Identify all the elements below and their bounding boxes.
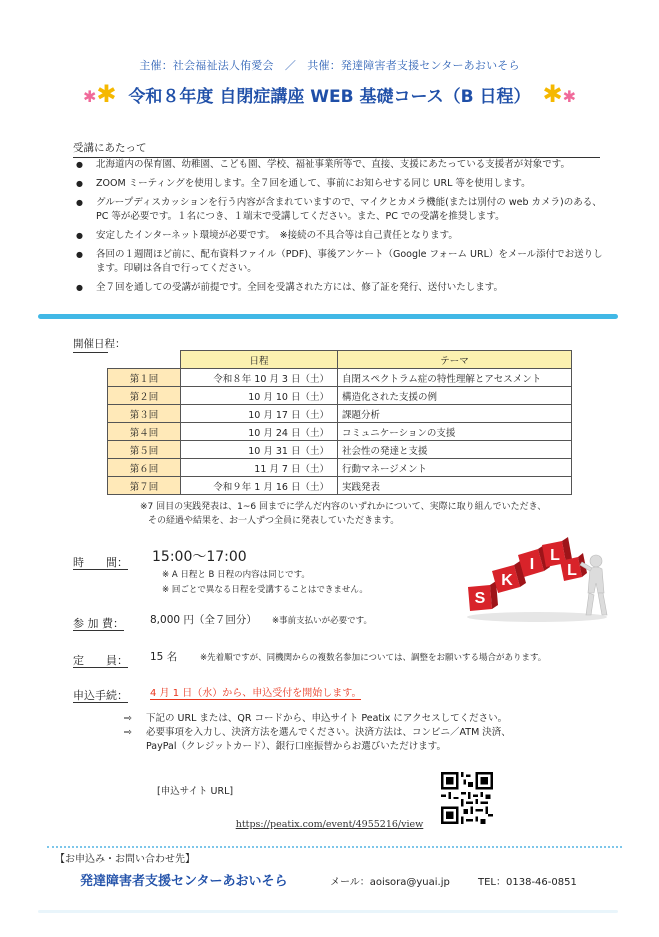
session-number: 第６回	[108, 459, 181, 477]
skill-letter: L	[550, 547, 560, 564]
table-header-date: 日程	[181, 351, 338, 369]
divider-band	[38, 314, 618, 319]
table-row	[108, 477, 572, 495]
session-date: 10 月 17 日（土）	[181, 405, 338, 423]
time-row	[73, 551, 128, 570]
intro-heading: 受講にあたって	[73, 140, 600, 158]
session-number: 第７回	[108, 477, 181, 495]
table-row	[108, 423, 572, 441]
apply-notice: 4 月 1 日（水）から、申込受付を開始します。	[150, 684, 361, 700]
site-url-label: [申込サイト URL]	[157, 786, 234, 797]
skill-letter: I	[529, 556, 535, 573]
table-row	[108, 387, 572, 405]
table-header-row	[108, 351, 572, 369]
schedule-note-line: その経過や結果を、お一人ずつ全員に発表していただきます。	[148, 516, 400, 526]
session-theme: 構造化された支援の例	[338, 387, 572, 405]
session-number: 第２回	[108, 387, 181, 405]
table-row	[108, 405, 572, 423]
skill-letter: K	[501, 572, 513, 589]
time-note: ※ 回ごとで異なる日程を受講することはできません。	[162, 585, 368, 595]
yellow-star-icon: ✱	[96, 80, 117, 108]
schedule-heading: 開催日程：	[73, 336, 126, 353]
session-date: 11 月 7 日（土）	[181, 459, 338, 477]
fee-note: ※事前支払いが必要です。	[272, 616, 372, 626]
fee-row	[73, 612, 124, 631]
session-number: 第４回	[108, 423, 181, 441]
apply-step-text: 必要事項を入力し、決済方法を選んでください。決済方法は、コンビニ／ATM 決済、	[146, 727, 511, 738]
person-figure-icon	[580, 555, 607, 615]
footer-divider	[38, 910, 618, 913]
skill-illustration	[462, 535, 612, 625]
sponsor-line: 主催：社会福祉法人侑愛会 ／ 共催：発達障害者支援センターあおいそら	[139, 59, 520, 72]
session-theme: 実践発表	[338, 477, 572, 495]
apply-row	[73, 684, 128, 703]
session-number: 第１回	[108, 369, 181, 387]
application-url-link[interactable]: https://peatix.com/event/4955216/view	[235, 819, 424, 830]
pink-star-icon: ✱	[83, 87, 97, 106]
session-theme: 課題分析	[338, 405, 572, 423]
contact-heading: 【お申込み・お問い合わせ先】	[55, 854, 195, 865]
session-theme: 自閉スペクトラム症の特性理解とアセスメント	[338, 369, 572, 387]
contact-organization: 発達障害者支援センターあおいそら	[80, 874, 288, 889]
table-row	[108, 459, 572, 477]
skill-block	[468, 581, 498, 611]
table-header-blank	[108, 351, 181, 369]
page-title: 令和８年度 自閉症講座 WEB 基礎コース（B 日程）	[128, 87, 531, 107]
contact-email[interactable]: メール：aoisora@yuai.jp	[330, 877, 450, 888]
pink-star-icon: ✱	[562, 87, 576, 106]
page-title-row	[0, 80, 659, 108]
schedule-note-line: ※7 回目の実践発表は、1~6 回までに学んだ内容のいずれかについて、実際に取り組んでいただき、	[140, 502, 547, 512]
yellow-star-icon: ✱	[542, 80, 563, 108]
apply-label: 申込手続：	[73, 689, 128, 702]
session-date: 10 月 31 日（土）	[181, 441, 338, 459]
session-date: 令和８年 10 月 3 日（土）	[181, 369, 338, 387]
fee-value: 8,000 円（全７回分）	[150, 614, 257, 626]
arrow-icon: ⇨	[124, 727, 132, 738]
list-item: ● 各回の１週間ほど前に、配布資料ファイル（PDF)、事後アンケート（Google フォーム URL）をメール添付でお送りします。印刷は各自で行ってください。	[76, 248, 606, 276]
table-row	[108, 369, 572, 387]
table-header-theme: テーマ	[338, 351, 572, 369]
schedule-note	[140, 500, 610, 528]
fee-label: 参 加 費：	[73, 617, 124, 630]
skill-letter: L	[567, 562, 577, 579]
session-number: 第５回	[108, 441, 181, 459]
list-item: ● 北海道内の保育園、幼稚園、こども園、学校、福祉事業所等で、直接、支援にあたっている支援者が対象です。	[76, 158, 606, 172]
contact-phone[interactable]: TEL：0138-46-0851	[478, 877, 577, 888]
skill-block	[492, 561, 526, 593]
table-row	[108, 441, 572, 459]
apply-steps	[124, 712, 604, 754]
list-item: ● ZOOM ミーティングを使用します。全７回を通して、事前にお知らせする同じ URL 等を使用します。	[76, 177, 606, 191]
session-theme: コミュニケーションの支援	[338, 423, 572, 441]
capacity-row	[73, 649, 128, 668]
apply-step-continued: PayPal（クレジットカード）、銀行口座振替からお選びいただけます。	[146, 741, 446, 752]
session-date: 10 月 10 日（土）	[181, 387, 338, 405]
list-item: ● グループディスカッションを行う内容が含まれていますので、マイクとカメラ機能(または別付の web カメラ)のある、PC 等が必要です。１名につき、１端末で受講してください。また、PC での受講を推奨します。	[76, 196, 606, 224]
apply-step	[124, 712, 604, 726]
schedule-table	[107, 350, 572, 495]
list-item: ● 安定したインターネット環境が必要です。 ※接続の不具合等は自己責任となります。	[76, 229, 606, 243]
time-label: 時 間：	[73, 556, 128, 569]
session-theme: 社会性の発達と支援	[338, 441, 572, 459]
session-number: 第３回	[108, 405, 181, 423]
skill-letter: S	[474, 590, 486, 607]
capacity-label: 定 員：	[73, 654, 128, 667]
arrow-icon: ⇨	[124, 713, 132, 724]
session-date: 令和９年 1 月 16 日（土）	[181, 477, 338, 495]
time-note: ※ A 日程と B 日程の内容は同じです。	[162, 570, 310, 580]
apply-step-text: 下記の URL または、QR コードから、申込サイト Peatix にアクセスしてください。	[146, 713, 508, 724]
capacity-note: ※先着順ですが、同機関からの複数名参加については、調整をお願いする場合があります。	[200, 653, 547, 663]
apply-step	[124, 726, 604, 740]
list-item: ● 全７回を通しての受講が前提です。全回を受講された方には、修了証を発行、送付いたします。	[76, 281, 606, 295]
qr-code[interactable]	[441, 772, 493, 824]
session-theme: 行動マネージメント	[338, 459, 572, 477]
time-value: 15:00〜17:00	[152, 549, 247, 565]
intro-list	[76, 158, 606, 300]
session-date: 10 月 24 日（土）	[181, 423, 338, 441]
capacity-value: 15 名	[150, 651, 178, 663]
